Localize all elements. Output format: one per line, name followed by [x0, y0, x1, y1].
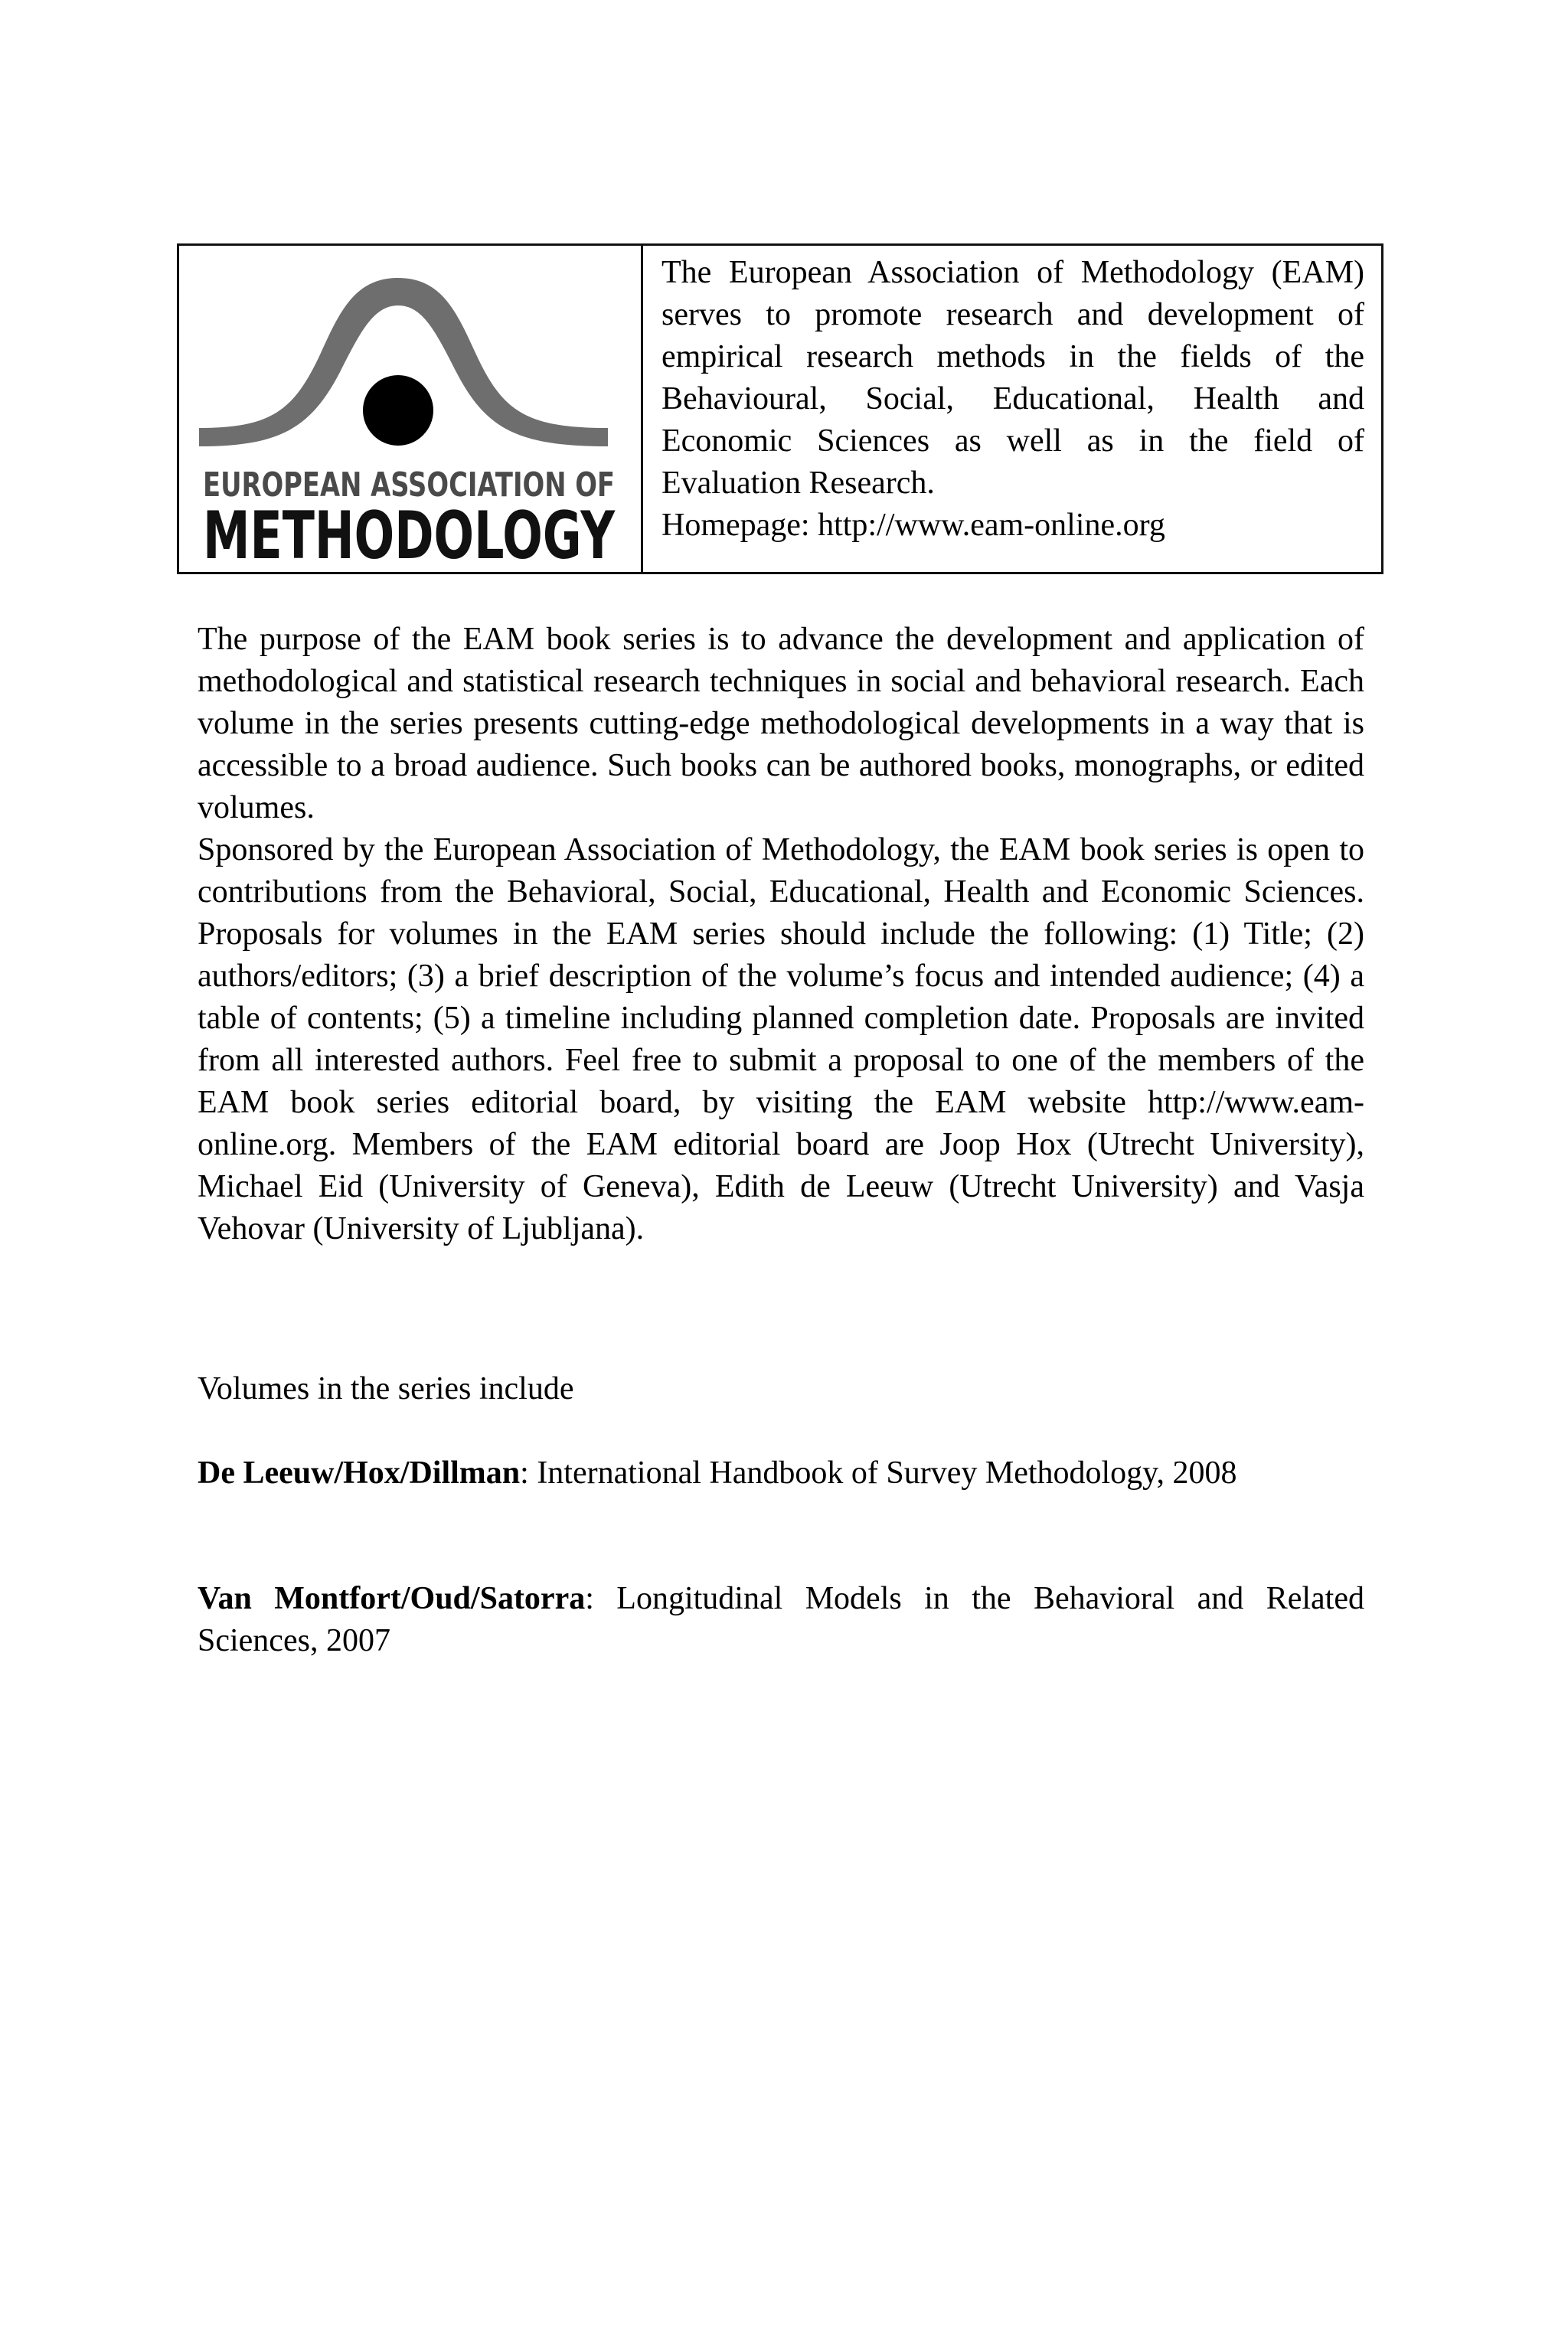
eam-info-box — [177, 243, 1383, 574]
eam-logo-graphic — [179, 246, 639, 572]
eam-description-text: The European Association of Methodology (EAM) serves to promote research and development of empirical research methods in the fields of the Behavioural, Social, Educational, Health and Economic Sciences as well as in the field of Evaluation Research. — [662, 255, 1364, 501]
volume-authors: De Leeuw/Hox/Dillman — [198, 1455, 521, 1491]
eam-homepage: Homepage: http://www.eam-online.org — [662, 508, 1165, 543]
volumes-intro-text: Volumes in the series include — [198, 1371, 574, 1406]
logo-line-1: EUROPEAN ASSOCIATION OF — [203, 466, 615, 505]
volumes-heading — [198, 1368, 1364, 1410]
eam-logo — [179, 246, 643, 572]
series-description — [198, 619, 1364, 1250]
volume-entry-text — [198, 1578, 1364, 1662]
sponsored-paragraph: Sponsored by the European Association of Methodology, the EAM book series is open to contributions from the Behavioral, Social, Educational, Health and Economic Sciences. Proposals for volumes in the EAM series should include the following: (1) Title; (2) authors/editors; (3) a brief description of the volume’s focus and intended audience; (4) a table of contents; (5) a timeline including planned completion date. Proposals are invited from all interested authors. Feel free to submit a proposal to one of the members of the EAM book series editorial board, by visiting the EAM website http://www.eam-online.org. Members of the EAM editorial board are Joop Hox (Utrecht University), Michael Eid (University of Geneva), Edith de Leeuw (Utrecht University) and Vasja Vehovar (University of Ljubljana). — [198, 832, 1364, 1246]
volume-entry-text — [198, 1452, 1364, 1494]
logo-line-2: METHODOLOGY — [203, 498, 616, 574]
volume-details: : International Handbook of Survey Methodology, 2008 — [520, 1455, 1237, 1491]
volume-details: : Longitudinal Models in the Behavioral and Related Sciences, 2007 — [198, 1581, 1364, 1658]
dot-icon — [363, 375, 433, 446]
eam-description — [662, 252, 1364, 547]
volume-entry — [198, 1452, 1364, 1494]
volume-entry — [198, 1578, 1364, 1662]
purpose-paragraph: The purpose of the EAM book series is to advance the development and application of methodological and statistical research techniques in social and behavioral research. Each volume in the series presents cutting-edge methodological developments in a way that is accessible to a broad audience. Such books can be authored books, monographs, or edited volumes. — [198, 622, 1364, 825]
volume-authors: Van Montfort/Oud/Satorra — [198, 1581, 586, 1616]
eam-description-cell — [643, 246, 1381, 572]
